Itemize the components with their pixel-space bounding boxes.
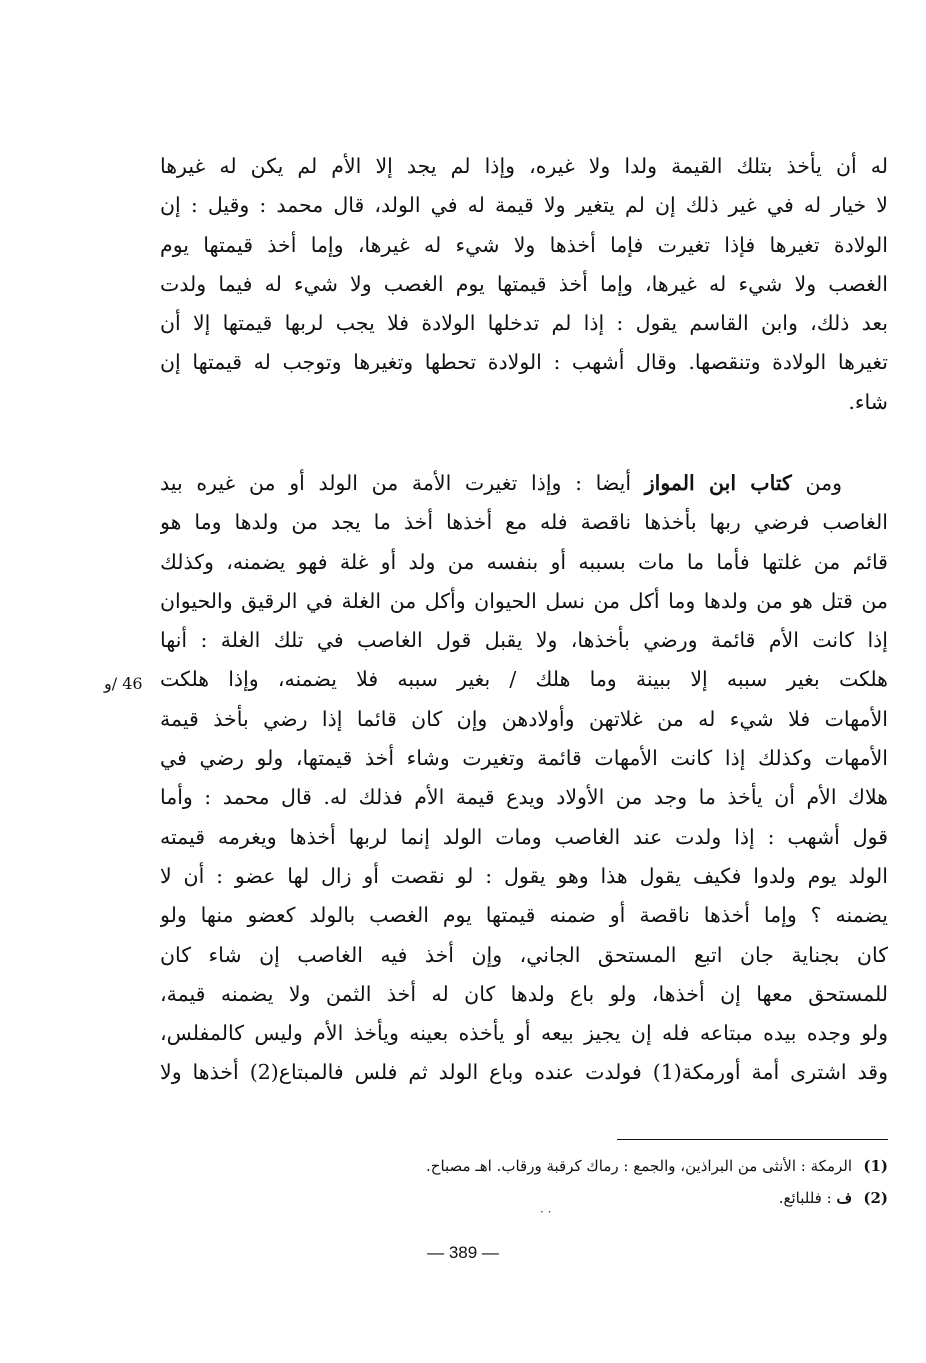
text-line: كان بجناية جان اتبع المستحق الجاني، وإن أخذ فيه الغاصب إن شاء كان xyxy=(160,942,888,967)
line-start: ومن xyxy=(805,471,842,495)
text-line: له أن يأخذ بتلك القيمة ولدا ولا غيره، وإذا لم يجد إلا الأم لم يكن له غيرها xyxy=(160,154,888,178)
page-number: — 389 — xyxy=(427,1243,499,1262)
text-line: الغصب ولا شيء له غيرها، وإما أخذ قيمتها يوم الغصب ولا شيء له فيما ولدت xyxy=(160,271,888,296)
scan-speck: · · xyxy=(540,1205,552,1219)
text-line: تغيرها الولادة وتنقصها. وقال أشهب : الولادة تحطها وتغيرها وتوجب له قيمتها إن xyxy=(160,350,888,375)
text-line: ولو وجده بيده مبتاعه فله إن يجيز بيعه أو يأخذه بعينه ويأخذ الأم وليس كالمفلس، xyxy=(160,1021,888,1046)
footnote-source-key: ف xyxy=(836,1189,852,1207)
text-line: الأمهات فلا شيء له من غلاتهن وأولادهن وإن كان قائما إذا رضي بأخذ قيمة xyxy=(160,706,888,731)
footnote-text: الرمكة : الأنثى من البراذين، والجمع : رماك كرقبة ورقاب. اهـ مصباح. xyxy=(426,1157,852,1175)
line-rest: أيضا : وإذا تغيرت الأمة من الولد أو من غيره بيد xyxy=(160,471,632,495)
text-line: بعد ذلك، وابن القاسم يقول : إذا لم تدخلها الولادة فلا يجب لربها قيمتها إلا أن xyxy=(160,311,888,336)
text-line: للمستحق معها إن أخذها، ولو باع ولدها كان له أخذ الثمن ولا يضمنه قيمة، xyxy=(160,981,888,1006)
text-line: شاء. xyxy=(848,389,888,414)
text-line: يضمنه ؟ وإما أخذها ناقصة أو ضمنه قيمتها يوم الغصب بالولد كعضو منها ولو xyxy=(160,903,888,928)
paragraph-2 xyxy=(160,464,888,1093)
manuscript-folio-note: 46 /و xyxy=(104,674,143,693)
text-line: الغاصب فرضي ربها بأخذها ناقصة فله مع أخذها أخذ ما يجد من ولدها وما هو xyxy=(160,510,888,535)
text-line: إذا كانت الأم قائمة ورضي بأخذها، ولا يقبل قول الغاصب في تلك الغلة : أنها xyxy=(160,628,888,653)
text-line: هلاك الأم أن يأخذ ما وجد من الأولاد ويدع قيمة الأم فذلك له. قال محمد : وأما xyxy=(160,785,888,810)
text-line: من قتل هو من ولدها وما أكل من نسل الحيوان وأكل من الغلة في الرقيق والحيوان xyxy=(160,588,888,613)
footnotes xyxy=(300,1150,888,1214)
paragraph-1 xyxy=(160,147,888,422)
text-line: قائم من غلتها فأما ما مات بسببه أو بنفسه من ولد أو غلة فهو يضمنه، وكذلك xyxy=(160,549,888,574)
text-line: وقد اشترى أمة أورمكة(1) فولدت عنده وباع الولد ثم فلس فالمبتاع(2) أخذها ولا xyxy=(160,1060,888,1085)
text-line: هلكت بغير سببه إلا ببينة وما هلك / بغير سببه فلا يضمنه، وإذا هلكت xyxy=(160,667,888,692)
footnote-1 xyxy=(300,1150,888,1182)
text-line: الولادة تغيرها فإذا تغيرت فإما أخذها ولا شيء له غيرها، وإما أخذ قيمتها يوم xyxy=(160,232,888,257)
text-line-first xyxy=(160,464,888,503)
text-line: الولد يوم ولدوا فكيف يقول هذا وهو يقول : لو نقصت أو زال لها عضو : أن لا xyxy=(160,863,888,888)
text-line: لا خيار له في غير ذلك إن لم يتغير ولا قيمة له في الولد، قال محمد : وقيل : إن xyxy=(160,193,888,218)
footnote-text: : فللبائع. xyxy=(778,1189,837,1207)
footnote-divider xyxy=(617,1139,888,1140)
text-line: الأمهات وكذلك إذا كانت الأمهات قائمة وتغيرت وشاء أخذ قيمتها، ولو رضي في xyxy=(160,746,888,771)
text-line: قول أشهب : إذا ولدت عند الغاصب ومات الولد إنما لربها أخذها ويغرمه قيمته xyxy=(160,824,888,849)
book-title: كتاب ابن المواز xyxy=(644,471,792,495)
footnote-2 xyxy=(300,1182,888,1214)
footnote-number: (1) xyxy=(863,1157,888,1175)
footnote-number: (2) xyxy=(863,1189,888,1207)
